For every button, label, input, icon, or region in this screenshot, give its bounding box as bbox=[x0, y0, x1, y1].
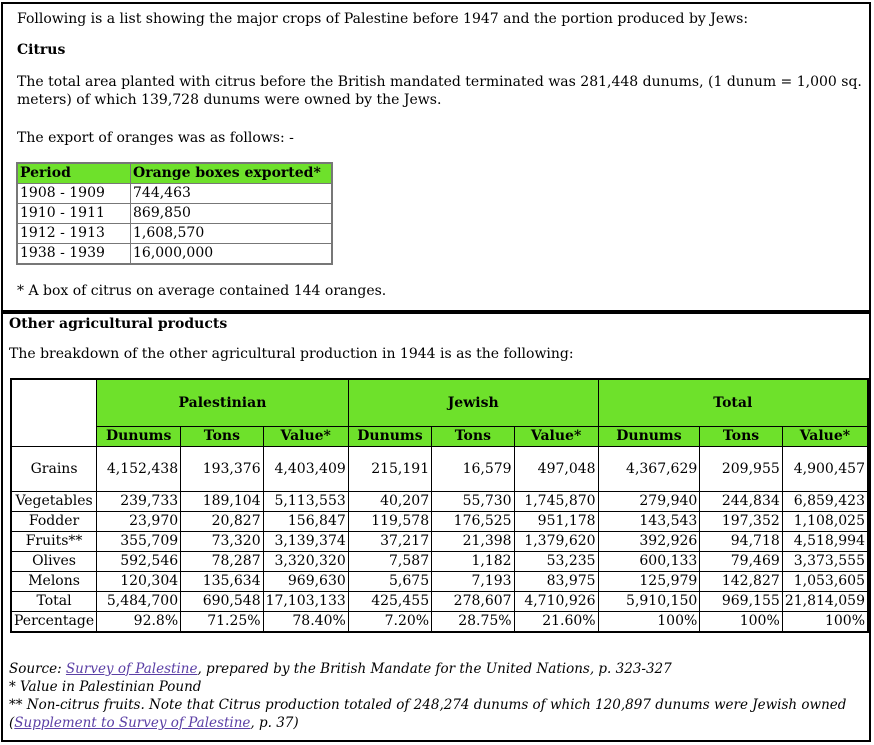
agriculture-table bbox=[10, 378, 869, 633]
value-cell: 71.25% bbox=[181, 612, 263, 633]
value-cell: 17,103,133 bbox=[263, 592, 348, 612]
value-cell: 7.20% bbox=[348, 612, 431, 633]
value-cell: 5,484,700 bbox=[97, 592, 181, 612]
value-cell: 355,709 bbox=[97, 532, 181, 552]
value-cell: 244,834 bbox=[700, 492, 782, 512]
value-cell: 83,975 bbox=[514, 572, 598, 592]
value-cell: 5,113,553 bbox=[263, 492, 348, 512]
value-cell: 5,675 bbox=[348, 572, 431, 592]
supplement-link[interactable]: Supplement to Survey of Palestine bbox=[14, 715, 251, 731]
subheader-cell: Value* bbox=[263, 427, 348, 447]
header-boxes: Orange boxes exported* bbox=[131, 163, 333, 184]
value-cell: 1,379,620 bbox=[514, 532, 598, 552]
source-suffix: , prepared by the British Mandate for the United Nations, p. 323-327 bbox=[197, 661, 672, 677]
value-cell: 969,630 bbox=[263, 572, 348, 592]
value-cell: 969,155 bbox=[700, 592, 782, 612]
subheader-cell: Dunums bbox=[97, 427, 181, 447]
value-cell: 16,579 bbox=[432, 447, 514, 492]
source-line bbox=[9, 660, 854, 678]
period-cell: 1908 - 1909 bbox=[17, 184, 131, 204]
other-products-section bbox=[1, 312, 871, 742]
header-period: Period bbox=[17, 163, 131, 184]
period-cell: 1938 - 1939 bbox=[17, 244, 131, 265]
table-row bbox=[11, 447, 868, 492]
group-palestinian: Palestinian bbox=[97, 379, 349, 427]
value-cell: 176,525 bbox=[432, 512, 514, 532]
boxes-cell: 16,000,000 bbox=[131, 244, 333, 265]
value-cell: 100% bbox=[700, 612, 782, 633]
row-label: Total bbox=[11, 592, 97, 612]
subheader-cell: Dunums bbox=[598, 427, 700, 447]
value-cell: 4,403,409 bbox=[263, 447, 348, 492]
source-notes bbox=[9, 660, 854, 732]
value-cell: 4,152,438 bbox=[97, 447, 181, 492]
value-cell: 1,053,605 bbox=[782, 572, 868, 592]
value-cell: 5,910,150 bbox=[598, 592, 700, 612]
corner-cell bbox=[11, 379, 97, 447]
value-cell: 7,193 bbox=[432, 572, 514, 592]
subheader-cell: Tons bbox=[432, 427, 514, 447]
value-cell: 20,827 bbox=[181, 512, 263, 532]
export-intro: The export of oranges was as follows: - bbox=[17, 130, 294, 146]
value-cell: 425,455 bbox=[348, 592, 431, 612]
breakdown-intro: The breakdown of the other agricultural production in 1944 is as the following: bbox=[9, 346, 574, 362]
value-cell: 6,859,423 bbox=[782, 492, 868, 512]
value-cell: 278,607 bbox=[432, 592, 514, 612]
value-cell: 1,745,870 bbox=[514, 492, 598, 512]
value-cell: 156,847 bbox=[263, 512, 348, 532]
table-row bbox=[11, 552, 868, 572]
citrus-section bbox=[1, 2, 871, 312]
value-cell: 79,469 bbox=[700, 552, 782, 572]
group-header-row bbox=[11, 379, 868, 427]
value-cell: 189,104 bbox=[181, 492, 263, 512]
value-cell: 143,543 bbox=[598, 512, 700, 532]
group-total: Total bbox=[598, 379, 868, 427]
value-cell: 28.75% bbox=[432, 612, 514, 633]
value-cell: 78,287 bbox=[181, 552, 263, 572]
other-products-heading: Other agricultural products bbox=[9, 316, 228, 332]
value-cell: 279,940 bbox=[598, 492, 700, 512]
value-cell: 100% bbox=[598, 612, 700, 633]
value-cell: 21.60% bbox=[514, 612, 598, 633]
subheader-cell: Tons bbox=[700, 427, 782, 447]
row-label: Percentage bbox=[11, 612, 97, 633]
subheader-cell: Value* bbox=[782, 427, 868, 447]
value-cell: 94,718 bbox=[700, 532, 782, 552]
value-cell: 1,108,025 bbox=[782, 512, 868, 532]
value-note: * Value in Palestinian Pound bbox=[9, 679, 202, 695]
row-label: Vegetables bbox=[11, 492, 97, 512]
period-cell: 1912 - 1913 bbox=[17, 224, 131, 244]
table-row bbox=[17, 184, 332, 204]
value-cell: 392,926 bbox=[598, 532, 700, 552]
row-label: Melons bbox=[11, 572, 97, 592]
value-cell: 4,367,629 bbox=[598, 447, 700, 492]
value-cell: 4,710,926 bbox=[514, 592, 598, 612]
row-label: Fruits** bbox=[11, 532, 97, 552]
table-row bbox=[17, 224, 332, 244]
value-cell: 3,139,374 bbox=[263, 532, 348, 552]
boxes-cell: 1,608,570 bbox=[131, 224, 333, 244]
value-cell: 100% bbox=[782, 612, 868, 633]
value-cell: 592,546 bbox=[97, 552, 181, 572]
table-row bbox=[17, 204, 332, 224]
orange-export-table bbox=[16, 162, 333, 265]
value-cell: 600,133 bbox=[598, 552, 700, 572]
value-cell: 7,587 bbox=[348, 552, 431, 572]
source-prefix: Source: bbox=[9, 661, 66, 677]
value-cell: 135,634 bbox=[181, 572, 263, 592]
value-cell: 21,398 bbox=[432, 532, 514, 552]
value-cell: 37,217 bbox=[348, 532, 431, 552]
table-header-row bbox=[17, 163, 332, 184]
value-cell: 92.8% bbox=[97, 612, 181, 633]
subheader-cell: Value* bbox=[514, 427, 598, 447]
table-row bbox=[11, 572, 868, 592]
citrus-paragraph: The total area planted with citrus before the British mandated terminated was 281,448 dunums, (1 dunum = 1,000 sq. meters) of which 139,728 dunums were owned by the Jews. bbox=[17, 74, 862, 108]
value-cell: 239,733 bbox=[97, 492, 181, 512]
row-label: Olives bbox=[11, 552, 97, 572]
table-row bbox=[11, 512, 868, 532]
value-cell: 1,182 bbox=[432, 552, 514, 572]
table-row bbox=[11, 592, 868, 612]
value-cell: 23,970 bbox=[97, 512, 181, 532]
subheader-cell: Dunums bbox=[348, 427, 431, 447]
boxes-cell: 869,850 bbox=[131, 204, 333, 224]
value-cell: 690,548 bbox=[181, 592, 263, 612]
intro-text: Following is a list showing the major crops of Palestine before 1947 and the portion produced by Jews: bbox=[17, 11, 749, 27]
table-row bbox=[11, 612, 868, 633]
value-cell: 193,376 bbox=[181, 447, 263, 492]
subheader-cell: Tons bbox=[181, 427, 263, 447]
value-cell: 3,373,555 bbox=[782, 552, 868, 572]
value-cell: 21,814,059 bbox=[782, 592, 868, 612]
table-row bbox=[11, 532, 868, 552]
survey-of-palestine-link[interactable]: Survey of Palestine bbox=[65, 661, 198, 677]
table-row bbox=[11, 492, 868, 512]
boxes-cell: 744,463 bbox=[131, 184, 333, 204]
value-cell: 4,518,994 bbox=[782, 532, 868, 552]
value-cell: 119,578 bbox=[348, 512, 431, 532]
period-cell: 1910 - 1911 bbox=[17, 204, 131, 224]
fruits-note bbox=[9, 696, 854, 732]
value-cell: 209,955 bbox=[700, 447, 782, 492]
citrus-heading: Citrus bbox=[17, 42, 66, 58]
table-row bbox=[17, 244, 332, 265]
group-jewish: Jewish bbox=[348, 379, 598, 427]
value-cell: 497,048 bbox=[514, 447, 598, 492]
fruits-note-text: ** Non-citrus fruits. Note that Citrus production totaled of 248,274 dunums of which 120,897 dunums were Jewish owned ( bbox=[9, 697, 847, 731]
value-cell: 40,207 bbox=[348, 492, 431, 512]
value-cell: 78.40% bbox=[263, 612, 348, 633]
fruits-note-suffix: , p. 37) bbox=[250, 715, 299, 731]
value-cell: 73,320 bbox=[181, 532, 263, 552]
value-cell: 951,178 bbox=[514, 512, 598, 532]
value-cell: 215,191 bbox=[348, 447, 431, 492]
value-cell: 55,730 bbox=[432, 492, 514, 512]
value-cell: 4,900,457 bbox=[782, 447, 868, 492]
value-cell: 125,979 bbox=[598, 572, 700, 592]
citrus-footnote: * A box of citrus on average contained 144 oranges. bbox=[17, 283, 387, 299]
value-cell: 142,827 bbox=[700, 572, 782, 592]
row-label: Grains bbox=[11, 447, 97, 492]
value-cell: 53,235 bbox=[514, 552, 598, 572]
value-cell: 3,320,320 bbox=[263, 552, 348, 572]
row-label: Fodder bbox=[11, 512, 97, 532]
value-cell: 120,304 bbox=[97, 572, 181, 592]
value-cell: 197,352 bbox=[700, 512, 782, 532]
subheader-row bbox=[11, 427, 868, 447]
